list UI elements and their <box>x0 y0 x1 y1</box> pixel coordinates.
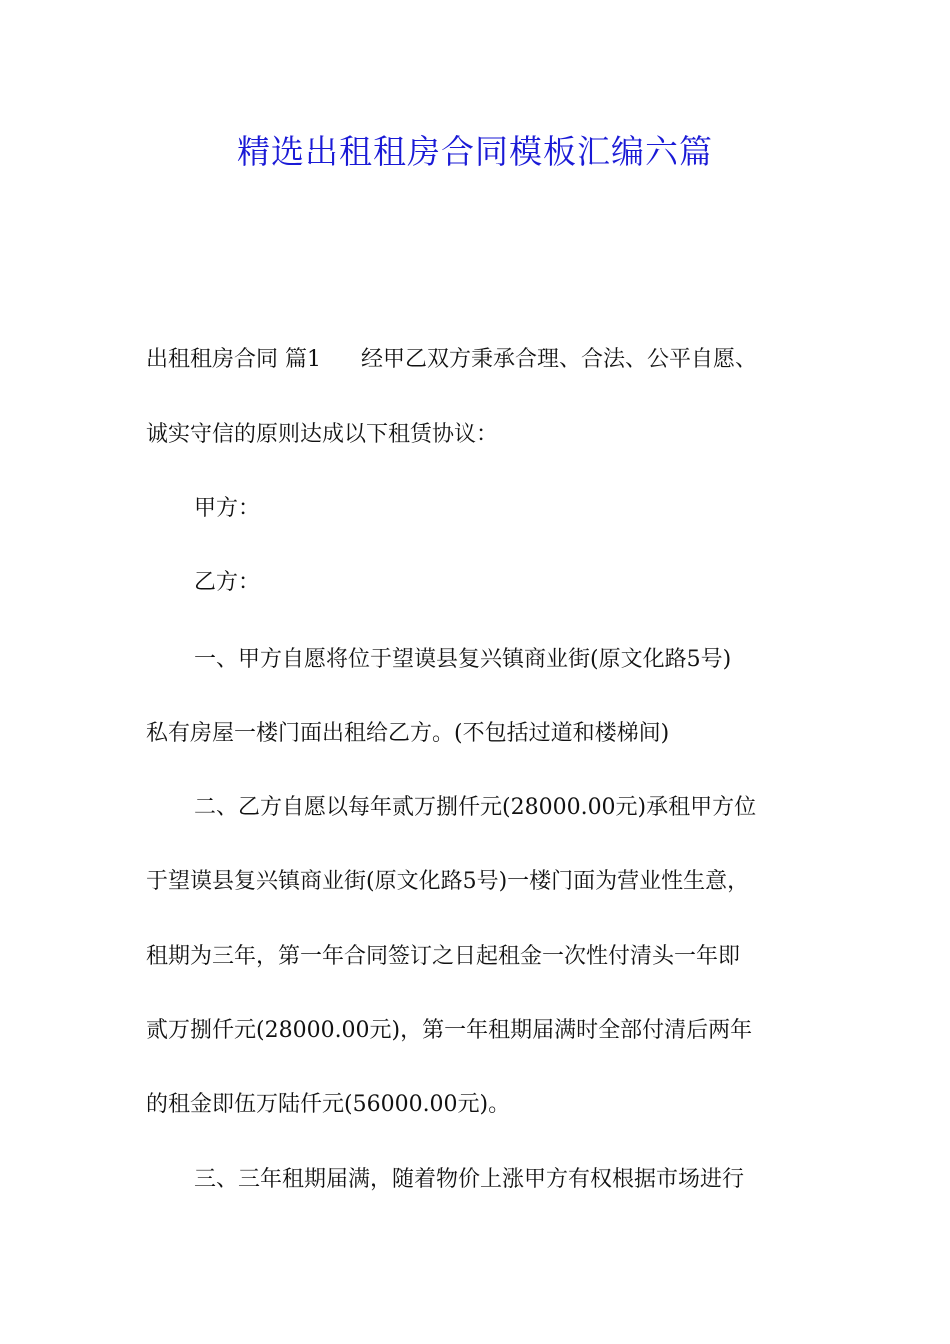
section-heading: 出租租房合同 篇1 <box>146 347 321 372</box>
clause-1-line-1: 一、甲方自愿将位于望谟县复兴镇商业街(原文化路5号) <box>194 647 732 672</box>
clause-2-line-4: 贰万捌仟元(28000.00元)，第一年租期届满时全部付清后两年 <box>146 1018 753 1043</box>
paragraph-text: 经甲乙双方秉承合理、合法、公平自愿、 <box>361 347 758 372</box>
party-b-label: 乙方： <box>194 570 261 595</box>
document-title: 精选出租租房合同模板汇编六篇 <box>237 132 713 171</box>
party-a-label: 甲方： <box>194 496 261 521</box>
paragraph-line-2: 诚实守信的原则达成以下租赁协议： <box>146 422 499 447</box>
clause-2-line-5: 的租金即伍万陆仟元(56000.00元)。 <box>146 1092 511 1117</box>
clause-2-line-2: 于望谟县复兴镇商业街(原文化路5号)一楼门面为营业性生意， <box>146 869 750 894</box>
clause-2-line-3: 租期为三年，第一年合同签订之日起租金一次性付清头一年即 <box>146 944 741 969</box>
clause-3-line-1: 三、三年租期届满，随着物价上涨甲方有权根据市场进行 <box>194 1167 745 1192</box>
paragraph-line-1 <box>146 345 757 375</box>
clause-1-line-2: 私有房屋一楼门面出租给乙方。(不包括过道和楼梯间) <box>146 721 670 746</box>
clause-2-line-1: 二、乙方自愿以每年贰万捌仟元(28000.00元)承租甲方位 <box>194 795 757 820</box>
